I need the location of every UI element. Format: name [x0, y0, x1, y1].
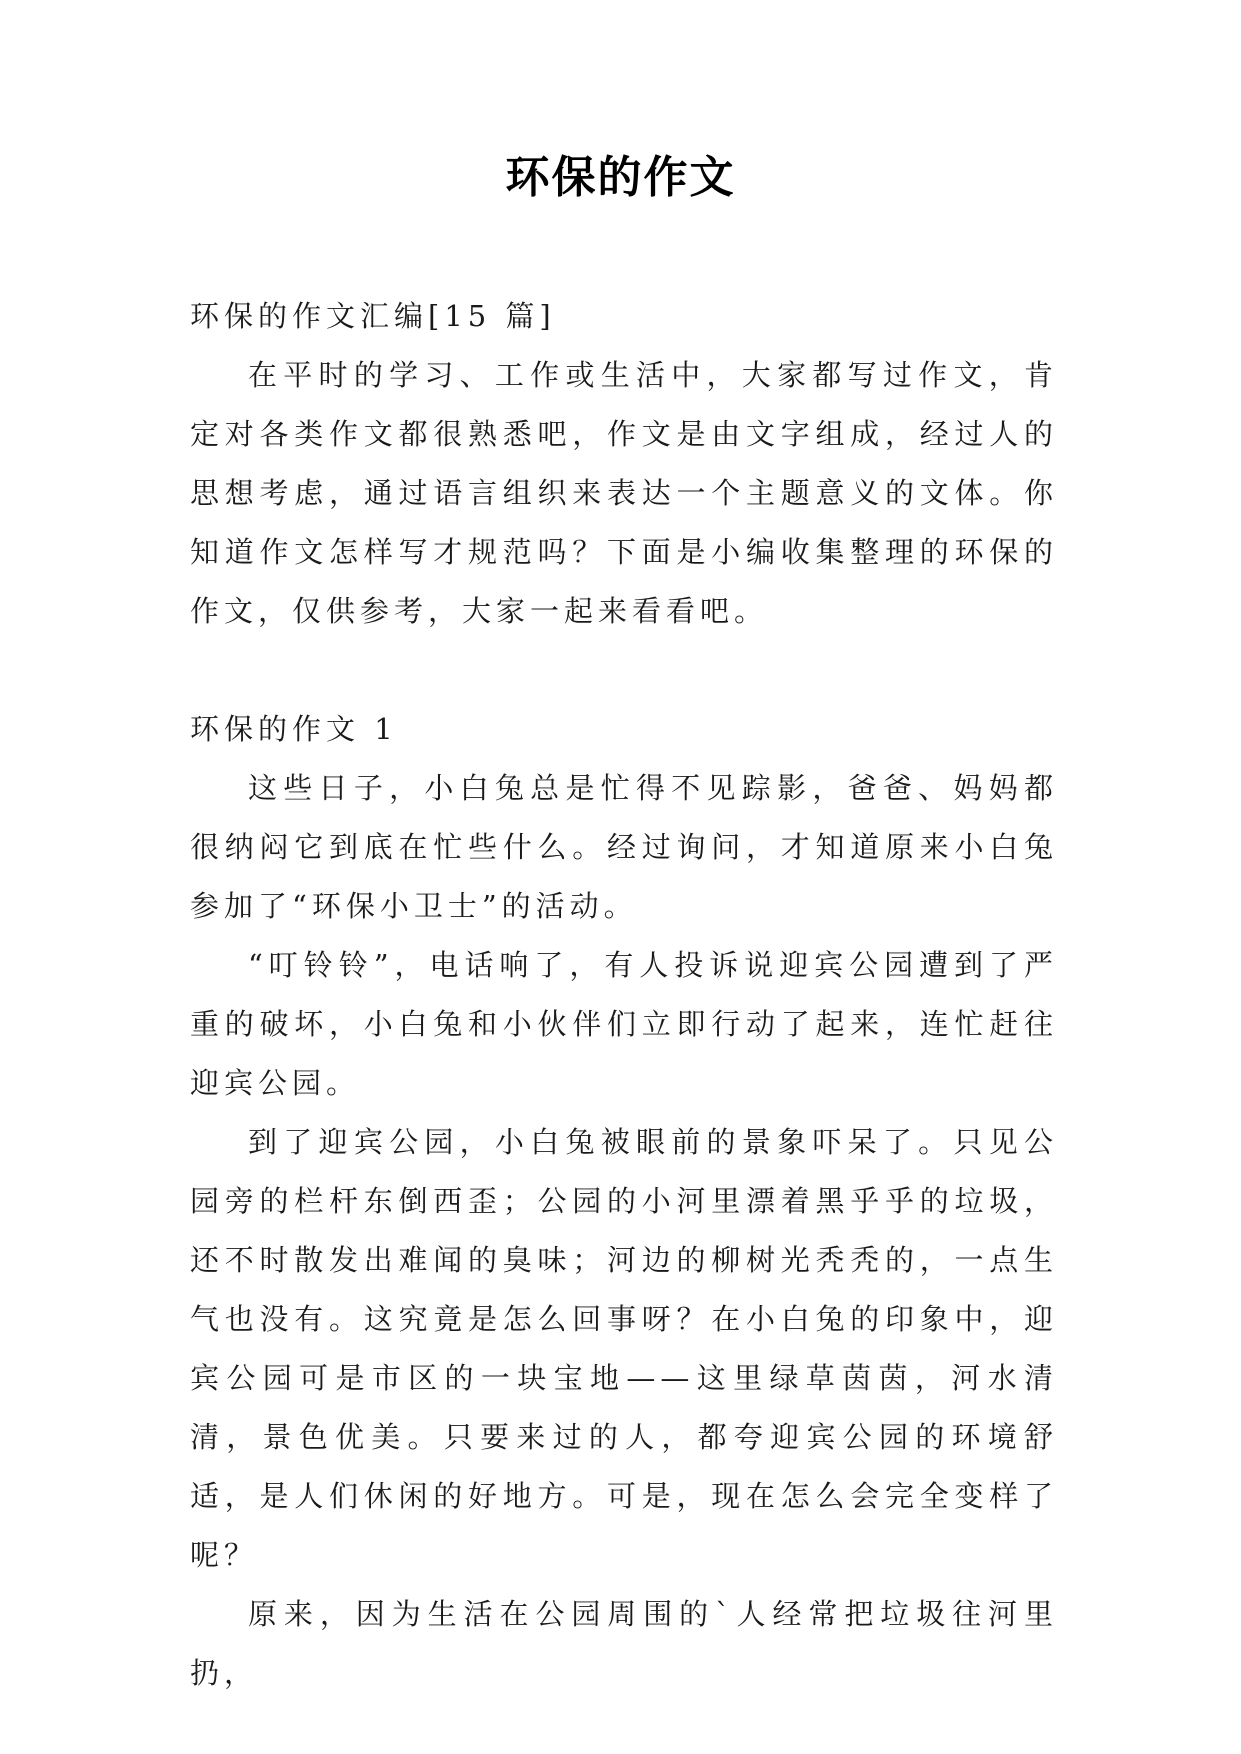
body-paragraph: “叮铃铃”，电话响了，有人投诉说迎宾公园遭到了严重的破坏，小白兔和小伙伴们立即行动了起来，连忙赶往迎宾公园。: [190, 948, 1058, 1100]
section-heading: 环保的作文 1: [190, 712, 398, 746]
body-paragraph: 这些日子，小白兔总是忙得不见踪影，爸爸、妈妈都很纳闷它到底在忙些什么。经过询问，才知道原来小白兔参加了“环保小卫士”的活动。: [190, 771, 1058, 923]
body-paragraph: 原来，因为生活在公园周围的`人经常把垃圾往河里扔，: [190, 1597, 1058, 1690]
body-paragraph: 到了迎宾公园，小白兔被眼前的景象吓呆了。只见公园旁的栏杆东倒西歪；公园的小河里漂着黑乎乎的垃圾，还不时散发出难闻的臭味；河边的柳树光秃秃的，一点生气也没有。这究竟是怎么回事呀？在小白兔的印象中，迎宾公园可是市区的一块宝地——这里绿草茵茵，河水清清，景色优美。只要来过的人，都夸迎宾公园的环境舒适，是人们休闲的好地方。可是，现在怎么会完全变样了呢？: [190, 1125, 1058, 1572]
document-body: [190, 287, 1058, 1703]
intro-paragraph: 在平时的学习、工作或生活中，大家都写过作文，肯定对各类作文都很熟悉吧，作文是由文字组成，经过人的思想考虑，通过语言组织来表达一个主题意义的文体。你知道作文怎样写才规范吗？下面是小编收集整理的环保的作文，仅供参考，大家一起来看看吧。: [190, 358, 1058, 628]
section-spacer: [190, 641, 1058, 700]
collection-subtitle: 环保的作文汇编[15 篇]: [190, 299, 556, 333]
document-title: 环保的作文: [505, 152, 736, 203]
